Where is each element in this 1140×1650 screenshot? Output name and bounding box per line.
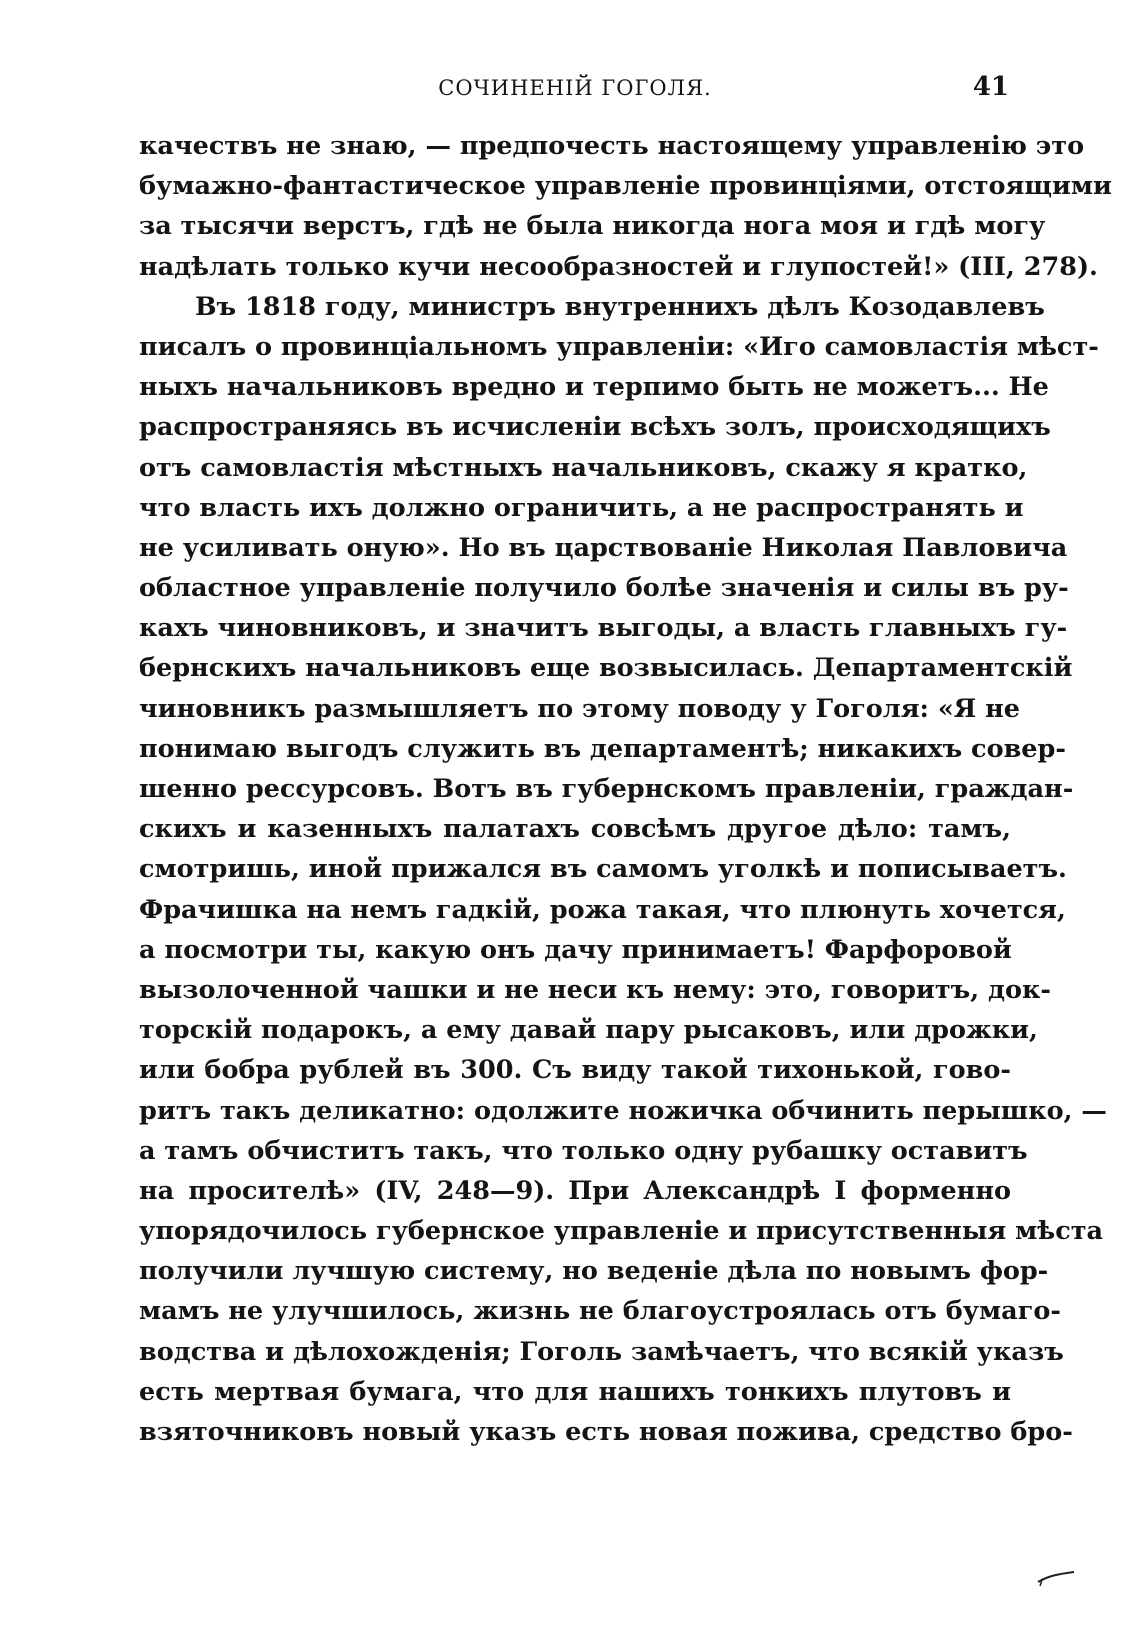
body-text xyxy=(139,126,1112,1452)
text-line: а тамъ обчиститъ такъ, что только одну рубашку оставитъ xyxy=(139,1135,1028,1166)
text-line: скихъ и казенныхъ палатахъ совсѣмъ другое дѣло: тамъ, xyxy=(139,814,1011,845)
text-line: бернскихъ начальниковъ еще возвысилась. Департаментскій xyxy=(139,653,1073,684)
text-line: чиновникъ размышляетъ по этому поводу у Гоголя: «Я не xyxy=(139,693,1021,724)
text-line: кахъ чиновниковъ, и значитъ выгоды, а власть главныхъ гу- xyxy=(139,613,1068,644)
text-line: на просителѣ» (IV, 248—9). При Александрѣ I форменно xyxy=(139,1175,1011,1206)
text-line: торскій подарокъ, а ему давай пару рысаковъ, или дрожки, xyxy=(139,1015,1038,1046)
text-line: или бобра рублей въ 300. Съ виду такой тихонькой, гово- xyxy=(139,1055,1011,1086)
text-line: областное управленіе получило болѣе значенія и силы въ ру- xyxy=(139,573,1069,604)
text-line: а посмотри ты, какую онъ дачу принимаетъ! Фарфоровой xyxy=(139,934,1012,965)
text-line: надѣлать только кучи несообразностей и глупостей!» (III, 278). xyxy=(139,251,1098,282)
text-line: распространяясь въ исчисленіи всѣхъ золъ, происходящихъ xyxy=(139,412,1051,443)
text-line: Фрачишка на немъ гадкій, рожа такая, что плюнуть хочется, xyxy=(139,894,1066,925)
text-line: бумажно-фантастическое управленіе провинціями, отстоящими xyxy=(139,171,1112,202)
text-line: упорядочилось губернское управленіе и присутственныя мѣста xyxy=(139,1216,1104,1247)
paragraph-first-line: Въ 1818 году, министръ внутреннихъ дѣлъ Козодавлевъ xyxy=(195,291,1045,322)
text-line: получили лучшую систему, но веденіе дѣла по новымъ фор- xyxy=(139,1256,1049,1287)
running-head xyxy=(139,72,1011,112)
text-line: вызолоченной чашки и не неси къ нему: это, говоритъ, док- xyxy=(139,974,1051,1005)
ink-mark-icon xyxy=(1036,1566,1076,1588)
text-line: понимаю выгодъ служить въ департаментѣ; никакихъ совер- xyxy=(139,733,1066,764)
text-line: писалъ о провинціальномъ управленіи: «Иго самовластія мѣст- xyxy=(139,331,1099,362)
text-line: за тысячи верстъ, гдѣ не была никогда нога моя и гдѣ могу xyxy=(139,211,1046,242)
text-line: ритъ такъ деликатно: одолжите ножичка обчинить перышко, — xyxy=(139,1095,1107,1126)
running-title: СОЧИНЕНІЙ ГОГОЛЯ. xyxy=(438,76,712,100)
text-line: шенно рессурсовъ. Вотъ въ губернскомъ правленіи, граждан- xyxy=(139,774,1074,804)
text-line: ныхъ начальниковъ вредно и терпимо быть не можетъ... Не xyxy=(139,372,1049,403)
text-line: взяточниковъ новый указъ есть новая пожива, средство бро- xyxy=(139,1417,1073,1447)
text-line: качествъ не знаю, — предпочесть настоящему управленію это xyxy=(139,131,1085,161)
text-line: что власть ихъ должно ограничить, а не распространять и xyxy=(139,492,1024,523)
text-line: смотришь, иной прижался въ самомъ уголкѣ и пописываетъ. xyxy=(139,854,1067,885)
page-number: 41 xyxy=(972,72,1009,102)
text-line: мамъ не улучшилось, жизнь не благоустроялась отъ бумаго- xyxy=(139,1296,1061,1327)
text-line: есть мертвая бумага, что для нашихъ тонкихъ плутовъ и xyxy=(139,1376,1011,1407)
text-line: водства и дѣлохожденія; Гоголь замѣчаетъ, что всякій указъ xyxy=(139,1336,1064,1367)
text-line: не усиливать оную». Но въ царствованіе Николая Павловича xyxy=(139,532,1068,563)
text-line: отъ самовластія мѣстныхъ начальниковъ, скажу я кратко, xyxy=(139,452,1028,483)
